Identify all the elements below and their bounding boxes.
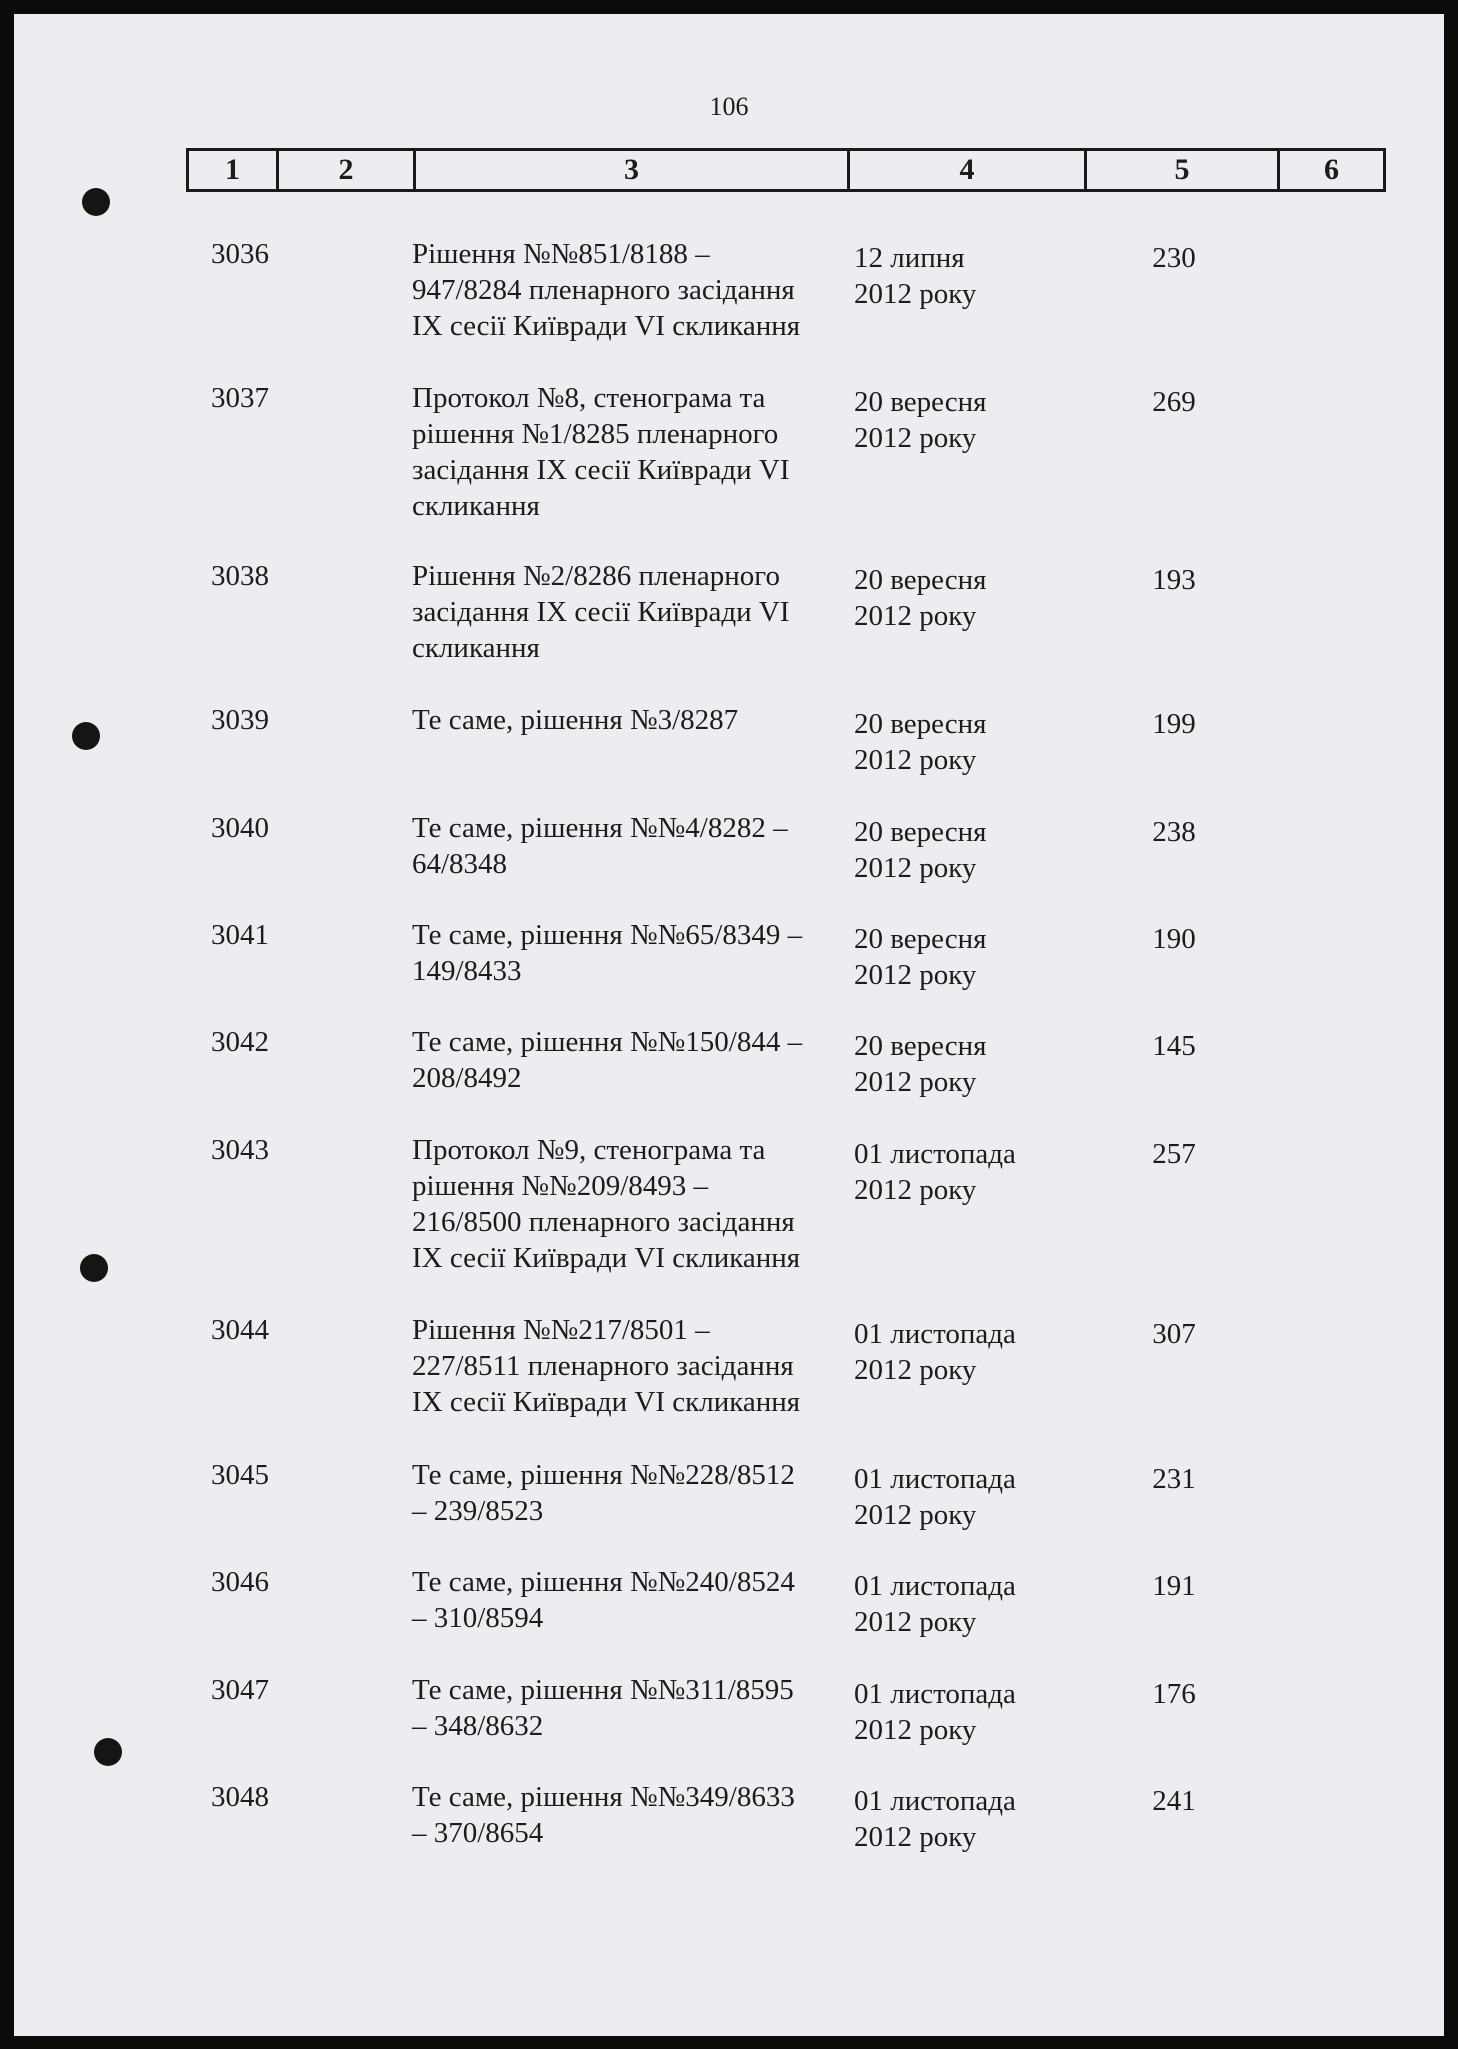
description-line: Те саме, рішення №№65/8349 – [412,919,803,951]
description-line: IX сесії Київради VI скликання [412,1242,801,1274]
date-line: 20 вересня [854,386,987,418]
item-description [412,1024,852,1096]
date-line: 20 вересня [854,1030,987,1062]
item-description [412,558,852,666]
date-line: 2012 року [854,1821,977,1853]
description-line: скликання [412,490,540,522]
date-line: 2012 року [854,959,977,991]
item-date [854,1783,1064,1855]
item-date [854,1676,1064,1748]
document-page [14,14,1444,2036]
description-line: 947/8284 пленарного засідання [412,274,795,306]
date-line: 01 листопада [854,1570,1016,1602]
description-line: Те саме, рішення №№228/8512 [412,1459,795,1491]
item-number: 3044 [211,1314,269,1346]
item-page-count: 238 [1152,816,1196,848]
item-number: 3038 [211,560,269,592]
description-line: засідання IX сесії Київради VI [412,454,790,486]
description-line: скликання [412,632,540,664]
item-page-count: 193 [1152,564,1196,596]
punch-hole [72,722,100,750]
date-line: 2012 року [854,1499,977,1531]
item-number: 3042 [211,1026,269,1058]
item-number: 3045 [211,1459,269,1491]
description-line: Те саме, рішення №3/8287 [412,704,739,736]
column-header: 1 [189,151,279,189]
item-description [412,236,852,344]
description-line: Протокол №8, стенограма та [412,382,766,414]
item-description [412,1779,852,1851]
description-line: IX сесії Київради VI скликання [412,1386,801,1418]
description-line: Рішення №№217/8501 – [412,1314,710,1346]
description-line: засідання IX сесії Київради VI [412,596,790,628]
item-date [854,240,1064,312]
column-header: 3 [416,151,850,189]
item-description [412,1312,852,1420]
item-page-count: 230 [1152,242,1196,274]
item-page-count: 257 [1152,1138,1196,1170]
date-line: 2012 року [854,600,977,632]
item-number: 3041 [211,919,269,951]
description-line: рішення №№209/8493 – [412,1170,709,1202]
date-line: 2012 року [854,422,977,454]
date-line: 2012 року [854,1606,977,1638]
description-line: Те саме, рішення №№150/844 – [412,1026,803,1058]
date-line: 20 вересня [854,923,987,955]
date-line: 01 листопада [854,1138,1016,1170]
item-description [412,1457,852,1529]
description-line: 216/8500 пленарного засідання [412,1206,795,1238]
item-page-count: 176 [1152,1678,1196,1710]
item-number: 3046 [211,1566,269,1598]
item-date [854,384,1064,456]
item-page-count: 307 [1152,1318,1196,1350]
date-line: 12 липня [854,242,965,274]
item-date [854,1316,1064,1388]
item-number: 3036 [211,238,269,270]
item-page-count: 191 [1152,1570,1196,1602]
date-line: 20 вересня [854,816,987,848]
date-line: 2012 року [854,1714,977,1746]
date-line: 2012 року [854,1066,977,1098]
description-line: Те саме, рішення №№4/8282 – [412,812,788,844]
date-line: 01 листопада [854,1785,1016,1817]
item-number: 3043 [211,1134,269,1166]
date-line: 2012 року [854,1354,977,1386]
description-line: – 348/8632 [412,1710,544,1742]
column-header: 4 [850,151,1087,189]
date-line: 2012 року [854,1174,977,1206]
description-line: Те саме, рішення №№311/8595 [412,1674,794,1706]
item-number: 3037 [211,382,269,414]
column-header: 2 [279,151,416,189]
item-description [412,1672,852,1744]
item-description [412,917,852,989]
date-line: 20 вересня [854,708,987,740]
item-number: 3048 [211,1781,269,1813]
description-line: Те саме, рішення №№349/8633 [412,1781,795,1813]
item-date [854,1568,1064,1640]
description-line: Рішення №2/8286 пленарного [412,560,780,592]
date-line: 01 листопада [854,1678,1016,1710]
item-description [412,702,852,738]
column-header: 5 [1087,151,1280,189]
item-number: 3040 [211,812,269,844]
description-line: 208/8492 [412,1062,522,1094]
punch-hole [80,1254,108,1282]
punch-hole [94,1738,122,1766]
description-line: – 310/8594 [412,1602,544,1634]
item-date [854,814,1064,886]
item-date [854,1136,1064,1208]
punch-hole [82,188,110,216]
item-date [854,1461,1064,1533]
description-line: 64/8348 [412,848,508,880]
date-line: 01 листопада [854,1318,1016,1350]
item-description [412,1132,852,1276]
item-page-count: 145 [1152,1030,1196,1062]
item-date [854,921,1064,993]
description-line: Протокол №9, стенограма та [412,1134,766,1166]
description-line: IX сесії Київради VI скликання [412,310,801,342]
item-page-count: 269 [1152,386,1196,418]
page-number: 106 [709,92,749,121]
item-description [412,1564,852,1636]
date-line: 2012 року [854,744,977,776]
item-date [854,1028,1064,1100]
date-line: 01 листопада [854,1463,1016,1495]
item-description [412,810,852,882]
description-line: – 370/8654 [412,1817,544,1849]
item-description [412,380,852,524]
column-header: 6 [1324,153,1339,186]
item-number: 3047 [211,1674,269,1706]
description-line: 227/8511 пленарного засідання [412,1350,794,1382]
description-line: – 239/8523 [412,1495,544,1527]
item-page-count: 241 [1152,1785,1196,1817]
item-date [854,562,1064,634]
description-line: Те саме, рішення №№240/8524 [412,1566,795,1598]
item-page-count: 199 [1152,708,1196,740]
description-line: 149/8433 [412,955,522,987]
date-line: 20 вересня [854,564,987,596]
description-line: рішення №1/8285 пленарного [412,418,779,450]
item-page-count: 231 [1152,1463,1196,1495]
item-number: 3039 [211,704,269,736]
date-line: 2012 року [854,852,977,884]
date-line: 2012 року [854,278,977,310]
item-date [854,706,1064,778]
description-line: Рішення №№851/8188 – [412,238,710,270]
item-page-count: 190 [1152,923,1196,955]
column-header-row [186,148,1386,192]
